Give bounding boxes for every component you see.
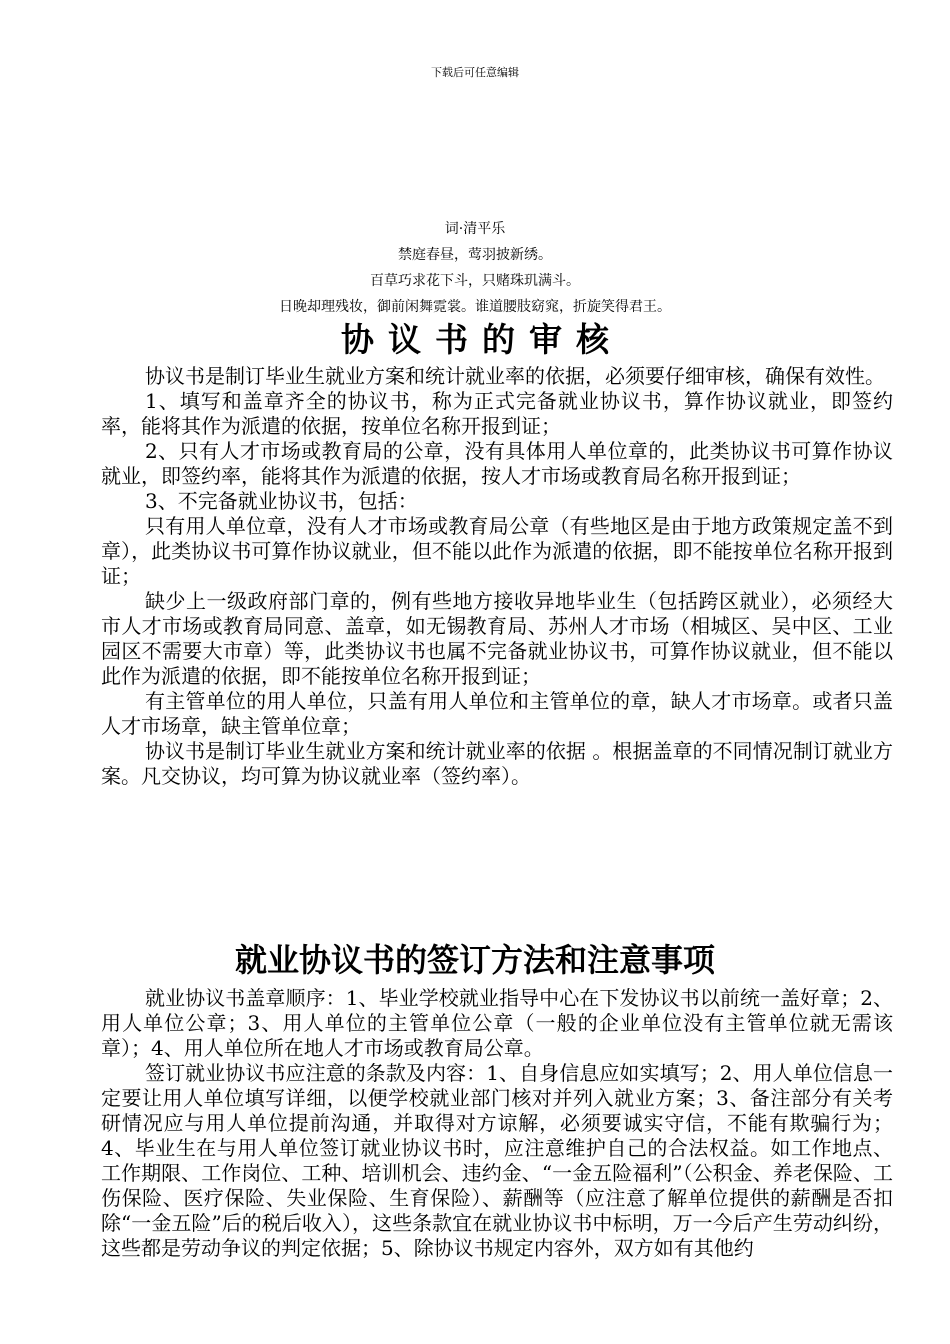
poem: [0, 216, 950, 320]
poem-line: 百草巧求花下斗，只赌珠玑满斗。: [370, 273, 580, 289]
section-body-agreement-review: [101, 364, 893, 789]
paragraph: 有主管单位的用人单位，只盖有用人单位和主管单位的章，缺人才市场章。或者只盖人才市场章，缺主管单位章；: [101, 689, 893, 738]
section-title-agreement-review: 协议书的审核: [341, 320, 623, 359]
paragraph: 签订就业协议书应注意的条款及内容：1、自身信息应如实填写；2、用人单位信息一定要让用人单位填写详细，以便学校就业部门核对并列入就业方案；3、备注部分有关考研情况应与用人单位提前沟通，并取得对方谅解，必须要诚实守信，不能有欺骗行为；4、毕业生在与用人单位签订就业协议书时，应注意维护自己的合法权益。如工作地点、工作期限、工作岗位、工种、培训机会、违约金、“一金五险福利”（公积金、养老保险、工伤保险、医疗保险、失业保险、生育保险）、薪酬等（应注意了解单位提供的薪酬是否扣除“一金五险”后的税后收入），这些条款宜在就业协议书中标明，万一今后产生劳动纠纷，这些都是劳动争议的判定依据；5、除协议书规定内容外，双方如有其他约: [101, 1061, 893, 1260]
paragraph: 1、填写和盖章齐全的协议书，称为正式完备就业协议书，算作协议就业，即签约率，能将其作为派遣的依据，按单位名称开报到证；: [101, 389, 893, 438]
header-note: 下载后可任意编辑: [431, 66, 519, 79]
paragraph: 就业协议书盖章顺序：1、毕业学校就业指导中心在下发协议书以前统一盖好章；2、用人单位公章；3、用人单位的主管单位公章（一般的企业单位没有主管单位就无需该章）；4、用人单位所在地人才市场或教育局公章。: [101, 986, 893, 1060]
poem-title: 词·清平乐: [444, 221, 506, 237]
section-title-signing-methods: 就业协议书的签订方法和注意事项: [234, 941, 715, 979]
paragraph: 缺少上一级政府部门章的，例有些地方接收异地毕业生（包括跨区就业），必须经大市人才市场或教育局同意、盖章，如无锡教育局、苏州人才市场（相城区、吴中区、工业园区不需要大市章）等，此类协议书也属不完备就业协议书，可算作协议就业，但不能以此作为派遣的依据，即不能按单位名称开报到证；: [101, 589, 893, 688]
paragraph: 2、只有人才市场或教育局的公章，没有具体用人单位章的，此类协议书可算作协议就业，即签约率，能将其作为派遣的依据，按人才市场或教育局名称开报到证；: [101, 439, 893, 488]
paragraph: 协议书是制订毕业生就业方案和统计就业率的依据 。根据盖章的不同情况制订就业方案。凡交协议，均可算为协议就业率（签约率）。: [101, 739, 893, 788]
paragraph: 3、不完备就业协议书，包括：: [145, 489, 418, 513]
paragraph: 协议书是制订毕业生就业方案和统计就业率的依据，必须要仔细审核，确保有效性。: [145, 364, 885, 388]
section-body-signing-methods: [101, 986, 893, 1261]
paragraph: 只有用人单位章，没有人才市场或教育局公章（有些地区是由于地方政策规定盖不到章），此类协议书可算作协议就业，但不能以此作为派遣的依据，即不能按单位名称开报到证；: [101, 514, 893, 588]
poem-line: 禁庭春昼，莺羽披新绣。: [398, 247, 552, 263]
poem-line: 日晚却理残妆，御前闲舞霓裳。谁道腰肢窈窕，折旋笑得君王。: [279, 299, 671, 315]
